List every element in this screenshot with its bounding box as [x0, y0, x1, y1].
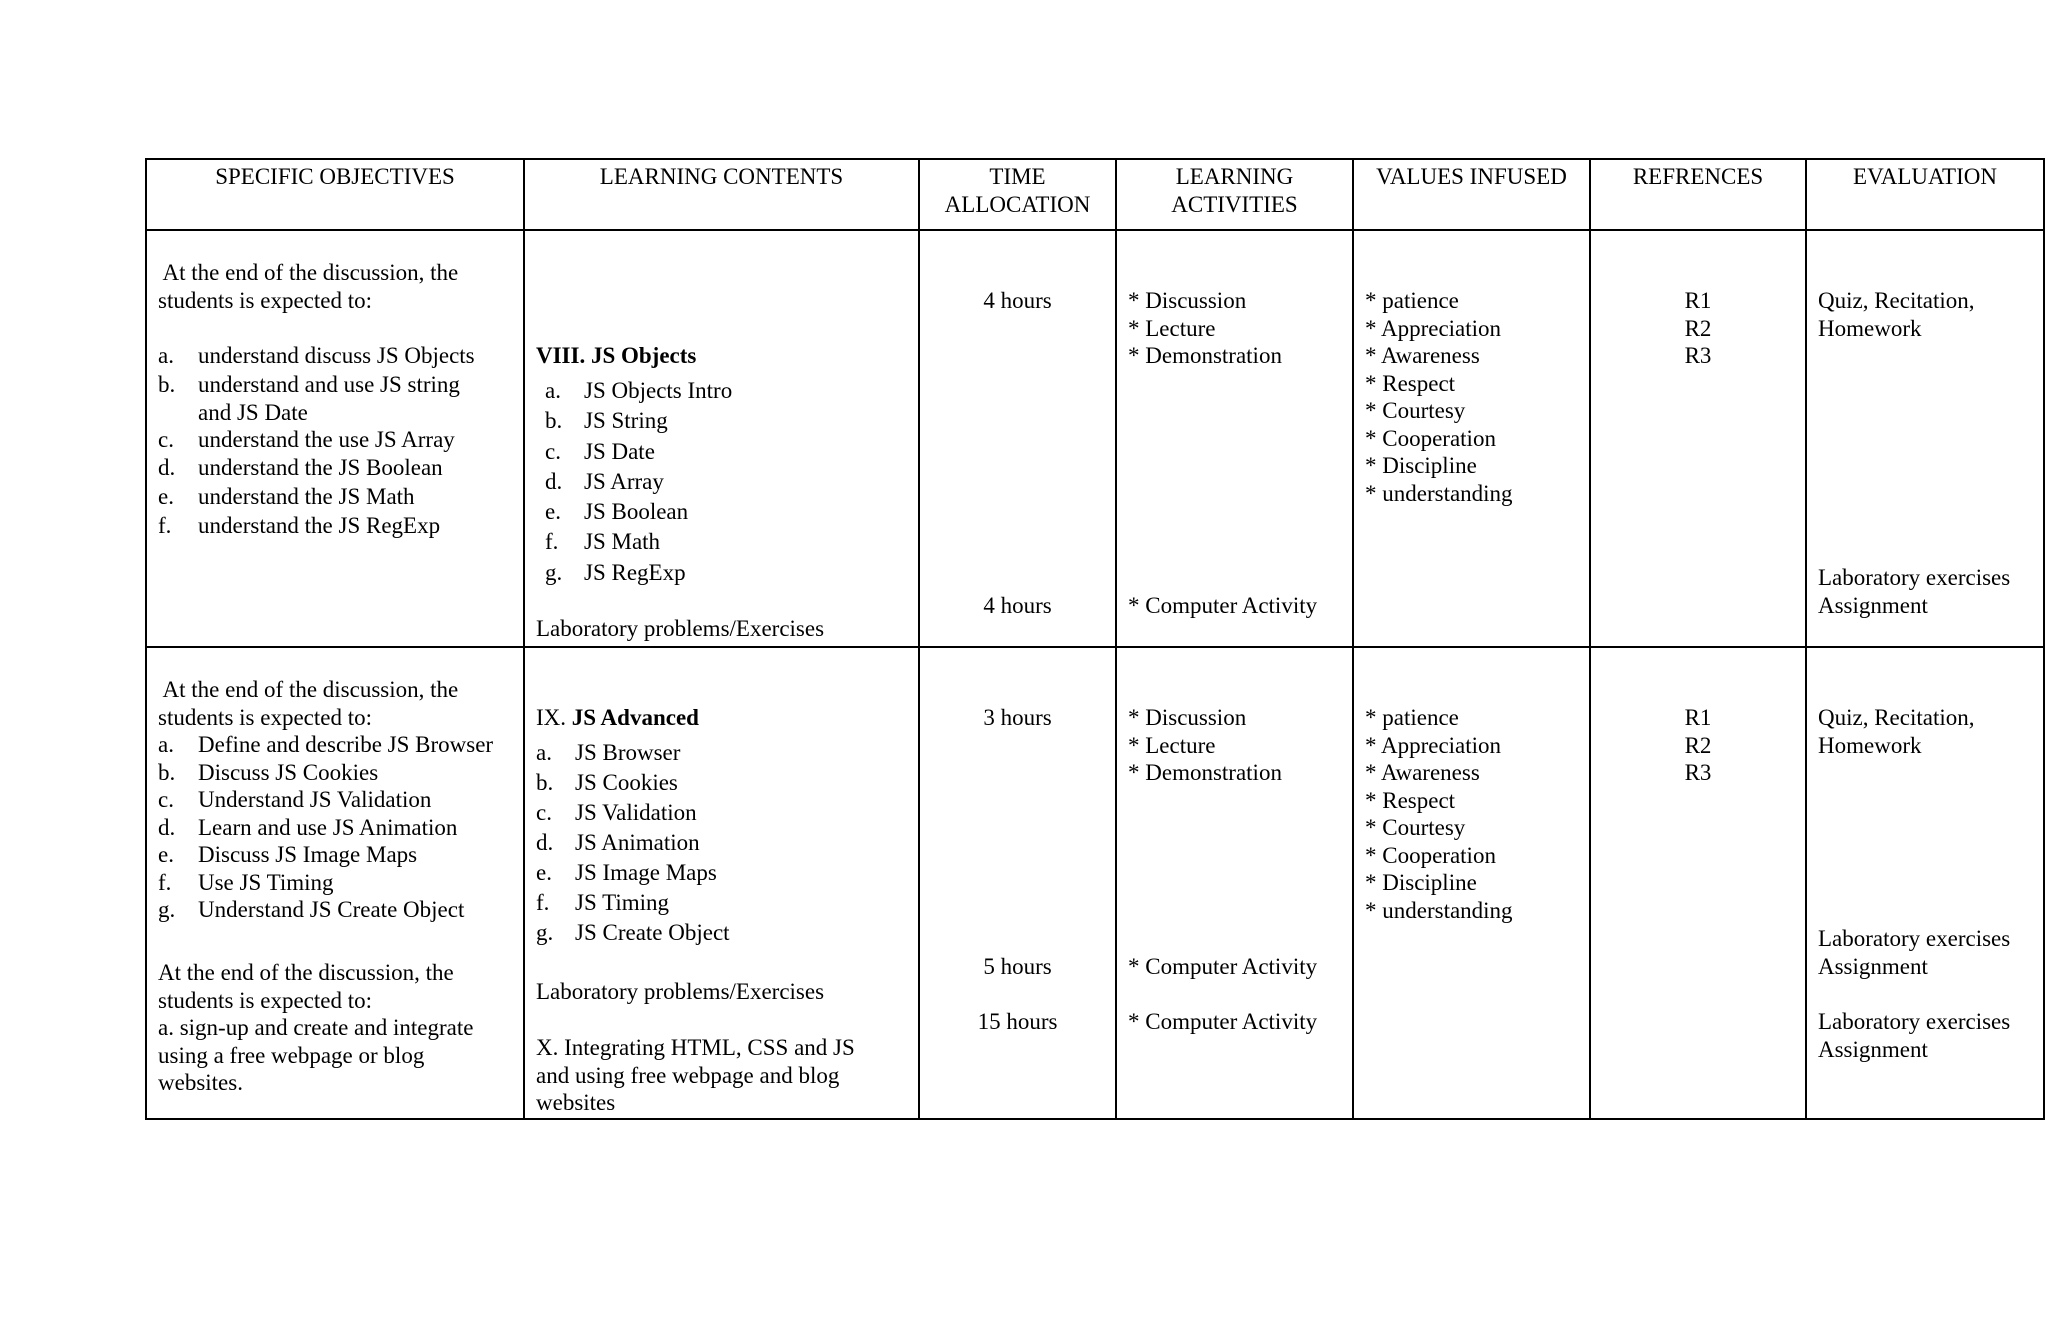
- values-list: * patience * Appreciation * Awareness * Respect * Courtesy * Cooperation * Discipline * understanding: [1365, 288, 1513, 506]
- list-item: g. JS Create Object: [536, 920, 730, 945]
- header-specific-objectives: SPECIFIC OBJECTIVES: [146, 159, 524, 230]
- objectives-list: [158, 731, 493, 924]
- objectives-intro: At the end of the discussion, the students is expected to:: [158, 677, 459, 730]
- list-item: g. Understand JS Create Object: [158, 897, 465, 922]
- time-value: 5 hours: [983, 954, 1052, 979]
- objectives-cell: [146, 647, 524, 1119]
- list-item: e. JS Image Maps: [536, 860, 717, 885]
- list-item: d. Learn and use JS Animation: [158, 814, 458, 840]
- time-cell: [919, 647, 1116, 1119]
- list-item: f. Use JS Timing: [158, 869, 334, 895]
- evaluation-lab: Laboratory exercises Assignment: [1818, 565, 2011, 618]
- list-item: a. Define and describe JS Browser: [158, 732, 494, 757]
- activities-cell: [1116, 647, 1353, 1119]
- evaluation-lab-2: Laboratory exercises Assignment: [1818, 1009, 2011, 1062]
- activities-list: * Discussion * Lecture * Demonstration: [1128, 705, 1282, 785]
- time-cell: [919, 230, 1116, 647]
- list-item: f. JS Timing: [536, 890, 669, 915]
- list-item: c. Understand JS Validation: [158, 787, 432, 812]
- header-values-infused: VALUES INFUSED: [1353, 159, 1590, 230]
- list-item: c. understand the use JS Array: [158, 427, 455, 452]
- list-item: g. JS RegExp: [545, 559, 686, 585]
- contents-heading: IX. JS Advanced: [536, 705, 699, 730]
- header-learning-contents: LEARNING CONTENTS: [524, 159, 919, 230]
- header-learning-activities: LEARNING ACTIVITIES: [1116, 159, 1353, 230]
- list-item: a. understand discuss JS Objects: [158, 343, 475, 368]
- list-item: d. understand the JS Boolean: [158, 454, 443, 480]
- header-evaluation: EVALUATION: [1806, 159, 2044, 230]
- table-row: [146, 230, 2044, 647]
- contents-cell: [524, 647, 919, 1119]
- list-item: e. Discuss JS Image Maps: [158, 842, 418, 867]
- objectives-intro: At the end of the discussion, the students is expected to:: [158, 260, 459, 313]
- contents-cell: [524, 230, 919, 647]
- objectives-list: [158, 342, 475, 539]
- contents-heading: VIII. JS Objects: [536, 343, 697, 368]
- list-item: b. JS Cookies: [536, 770, 678, 795]
- evaluation-main: Quiz, Recitation, Homework: [1818, 288, 1975, 341]
- list-item: b. understand and use JS string and JS Date: [158, 372, 460, 425]
- evaluation-cell: [1806, 230, 2044, 647]
- header-row: [146, 159, 2044, 230]
- contents-extra: X. Integrating HTML, CSS and JS and using free webpage and blog websites: [536, 1035, 855, 1115]
- evaluation-main: Quiz, Recitation, Homework: [1818, 705, 1975, 758]
- contents-lab: Laboratory problems/Exercises: [536, 616, 825, 641]
- table-row: [146, 647, 2044, 1119]
- list-item: a. JS Objects Intro: [545, 378, 733, 403]
- references-list: R1 R2 R3: [1684, 288, 1712, 368]
- evaluation-lab: Laboratory exercises Assignment: [1818, 926, 2011, 979]
- values-cell: [1353, 230, 1590, 647]
- objectives-intro-2: At the end of the discussion, the students is expected to: a. sign-up and create and integrate using a free webpage or blog websites.: [158, 960, 474, 1095]
- values-cell: [1353, 647, 1590, 1119]
- time-value: 4 hours: [983, 288, 1052, 313]
- list-item: b. Discuss JS Cookies: [158, 759, 379, 785]
- list-item: d. JS Array: [545, 468, 664, 494]
- time-value: 3 hours: [983, 705, 1052, 730]
- activity-lab: * Computer Activity: [1128, 593, 1318, 618]
- list-item: f. understand the JS RegExp: [158, 512, 441, 538]
- contents-list: [545, 377, 732, 589]
- list-item: d. JS Animation: [536, 830, 700, 855]
- activity-lab-2: * Computer Activity: [1128, 1009, 1318, 1034]
- references-list: R1 R2 R3: [1684, 705, 1712, 785]
- syllabus-table: [145, 158, 2045, 1120]
- values-list: * patience * Appreciation * Awareness * Respect * Courtesy * Cooperation * Discipline * understanding: [1365, 705, 1513, 923]
- time-value: 4 hours: [983, 593, 1052, 618]
- list-item: f. JS Math: [545, 529, 661, 555]
- contents-lab: Laboratory problems/Exercises: [536, 979, 825, 1004]
- activity-lab: * Computer Activity: [1128, 954, 1318, 979]
- list-item: e. understand the JS Math: [158, 483, 415, 509]
- list-item: a. JS Browser: [536, 740, 681, 765]
- list-item: b. JS String: [545, 408, 668, 434]
- references-cell: [1590, 230, 1806, 647]
- list-item: e. JS Boolean: [545, 499, 689, 525]
- activities-cell: [1116, 230, 1353, 647]
- references-cell: [1590, 647, 1806, 1119]
- activities-list: * Discussion * Lecture * Demonstration: [1128, 288, 1282, 368]
- list-item: c. JS Date: [545, 438, 655, 464]
- contents-list: [536, 739, 730, 949]
- header-references: REFRENCES: [1590, 159, 1806, 230]
- evaluation-cell: [1806, 647, 2044, 1119]
- objectives-cell: [146, 230, 524, 647]
- list-item: c. JS Validation: [536, 800, 697, 825]
- time-value: 15 hours: [977, 1009, 1058, 1034]
- header-time-allocation: TIME ALLOCATION: [919, 159, 1116, 230]
